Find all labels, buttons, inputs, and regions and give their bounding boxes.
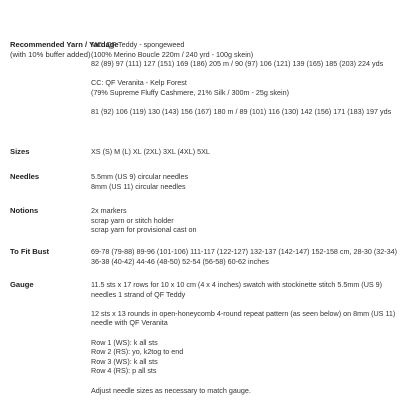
yarn-value bbox=[91, 40, 409, 117]
spacer bbox=[91, 69, 409, 79]
gauge-note: Adjust needle sizes as necessary to match gauge. bbox=[91, 385, 251, 395]
notion-item: scrap yarn for provisional cast on bbox=[91, 225, 197, 235]
gauge-stockinette: 11.5 sts x 17 rows for 10 x 10 cm (4 x 4 inches) swatch with stockinette stitch 5.5mm (US 9) needles 1 strand of QF Teddy bbox=[91, 280, 383, 299]
cc-yarn-amounts: 81 (92) 106 (119) 130 (143) 156 (167) 180 m / 89 (101) 116 (130) 142 (156) 171 (183) 197 yds bbox=[91, 107, 392, 117]
spacer bbox=[91, 299, 409, 309]
notion-item: 2x markers bbox=[91, 206, 127, 215]
gauge-value bbox=[91, 280, 409, 395]
sizes-value bbox=[91, 147, 409, 157]
needles-value bbox=[91, 172, 409, 191]
mc-yarn-name: MC: QF Teddy - spongeweed bbox=[91, 40, 185, 49]
gauge-row: Row 2 (RS): yo, k2tog to end bbox=[91, 347, 184, 357]
needle-item: 5.5mm (US 9) circular needles bbox=[91, 172, 189, 181]
bust-measurements: 69-78 (79-88) 89-96 (101-106) 111-117 (122-127) 132-137 (142-147) 152-158 cm, 28-30 (32-34) 36-38 (40-42) 44-46 (48-50) 52-54 (56-58) 60-62 inches bbox=[91, 247, 398, 266]
spacer bbox=[91, 98, 409, 108]
yarn-label-title: Recommended Yarn / Yardage bbox=[10, 40, 119, 49]
needle-item: 8mm (US 11) circular needles bbox=[91, 181, 186, 191]
cc-yarn-fiber: (79% Supreme Fluffy Cashmere, 21% Silk / 300m - 25g skein) bbox=[91, 87, 290, 97]
bust-label: To Fit Bust bbox=[10, 247, 50, 256]
spacer bbox=[91, 376, 409, 386]
bust-value bbox=[91, 247, 409, 266]
notions-label: Notions bbox=[10, 206, 39, 215]
sizes-label: Sizes bbox=[10, 147, 30, 156]
gauge-label: Gauge bbox=[10, 280, 34, 289]
mc-yarn-amounts: 82 (89) 97 (111) 127 (151) 169 (186) 205 m / 90 (97) 106 (121) 139 (165) 185 (203) 224 yds bbox=[91, 59, 384, 69]
gauge-row: Row 4 (RS): p all sts bbox=[91, 366, 157, 376]
yarn-label-sub: (with 10% buffer added) bbox=[10, 49, 91, 59]
notions-value bbox=[91, 206, 409, 235]
notion-item: scrap yarn or stitch holder bbox=[91, 215, 174, 225]
gauge-honeycomb: 12 sts x 13 rounds in open-honeycomb 4-round repeat pattern (as seen below) on 8mm (US 11) needle with QF Veranita bbox=[91, 308, 396, 328]
gauge-row: Row 1 (WS): k all sts bbox=[91, 337, 158, 347]
cc-yarn-name: CC: QF Veranita - Kelp Forest bbox=[91, 78, 187, 88]
spacer bbox=[91, 328, 409, 338]
needles-label: Needles bbox=[10, 172, 40, 181]
gauge-row: Row 3 (WS): k all sts bbox=[91, 356, 158, 366]
mc-yarn-fiber: (100% Merino Boucle 220m / 240 yrd - 100g skein) bbox=[91, 49, 254, 59]
sizes-list: XS (S) M (L) XL (2XL) 3XL (4XL) 5XL bbox=[91, 147, 210, 156]
